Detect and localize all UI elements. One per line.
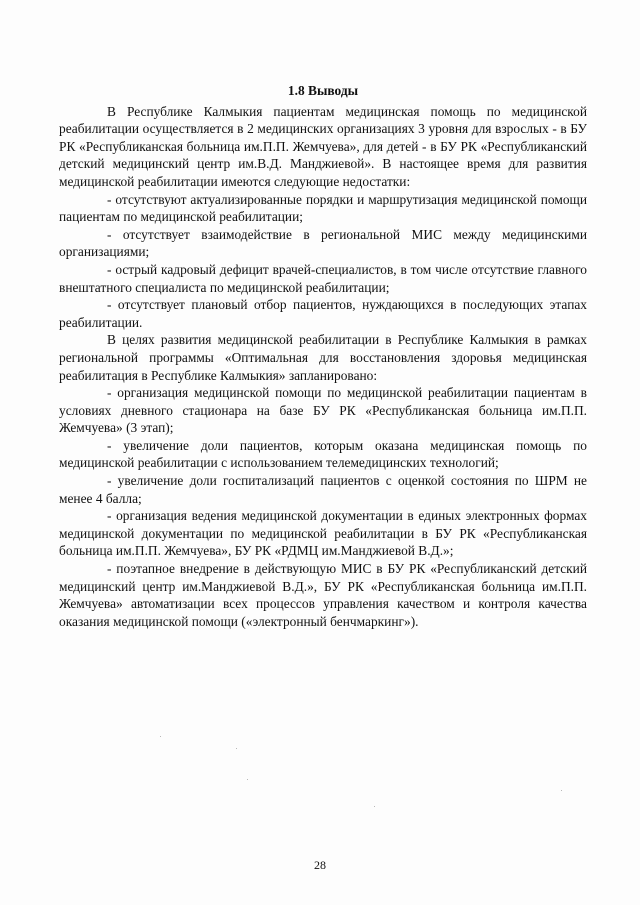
shortcoming-item: - отсутствует взаимодействие в региональной МИС между медицинскими организациями; — [59, 226, 587, 260]
plan-item: - поэтапное внедрение в действующую МИС в БУ РК «Республиканский детский медицинский центр им.Манджиевой В.Д.», БУ РК «Республиканская больница им.П.П. Жемчуева» автоматизации всех процессов управления качеством и контроля качества оказания медицинской помощи («электронный бенчмаркинг»). — [59, 561, 587, 629]
scan-speck — [374, 806, 375, 807]
shortcoming-item: - острый кадровый дефицит врачей-специалистов, в том числе отсутствие главного внештатного специалиста по медицинской реабилитации; — [59, 261, 587, 295]
intro-paragraph: В Республике Калмыкия пациентам медицинская помощь по медицинской реабилитации осуществляется в 2 медицинских организациях 3 уровня для взрослых - в БУ РК «Республиканская больница им.П.П. Жемчуева», для детей - в БУ РК «Республиканский детский медицинский центр им.В.Д. Манджиевой». В настоящее время для развития медицинской реабилитации имеются следующие недостатки: — [59, 103, 587, 189]
page-number: 28 — [314, 858, 326, 872]
section-title: 1.8 Выводы — [287, 83, 359, 98]
scan-speck — [561, 790, 562, 791]
shortcoming-item: - отсутствуют актуализированные порядки и маршрутизация медицинской помощи пациентам по медицинской реабилитации; — [59, 191, 587, 225]
shortcoming-item: - отсутствует плановый отбор пациентов, нуждающихся в последующих этапах реабилитации. — [59, 297, 587, 330]
scan-speck — [247, 779, 248, 780]
plan-item: - организация ведения медицинской документации в единых электронных формах медицинской документации по медицинской реабилитации в БУ РК «Республиканская больница им.П.П. Жемчуева», БУ РК «РДМЦ им.Манджиевой В.Д.»; — [59, 508, 587, 559]
plan-item: - организация медицинской помощи по медицинской реабилитации пациентам в условиях дневного стационара на базе БУ РК «Республиканская больница им.П.П. Жемчуева» (3 этап); — [59, 385, 587, 436]
scan-speck — [236, 748, 237, 749]
scan-speck — [160, 736, 161, 737]
plan-item: - увеличение доли пациентов, которым оказана медицинская помощь по медицинской реабилитации с использованием телемедицинских технологий; — [59, 437, 587, 471]
page-content — [59, 82, 587, 630]
plan-item: - увеличение доли госпитализаций пациентов с оценкой состояния по ШРМ не менее 4 балла; — [59, 473, 587, 506]
plan-intro-paragraph: В целях развития медицинской реабилитации в Республике Калмыкия в рамках региональной программы «Оптимальная для восстановления здоровья медицинская реабилитация в Республике Калмыкия» запланировано: — [59, 332, 587, 383]
